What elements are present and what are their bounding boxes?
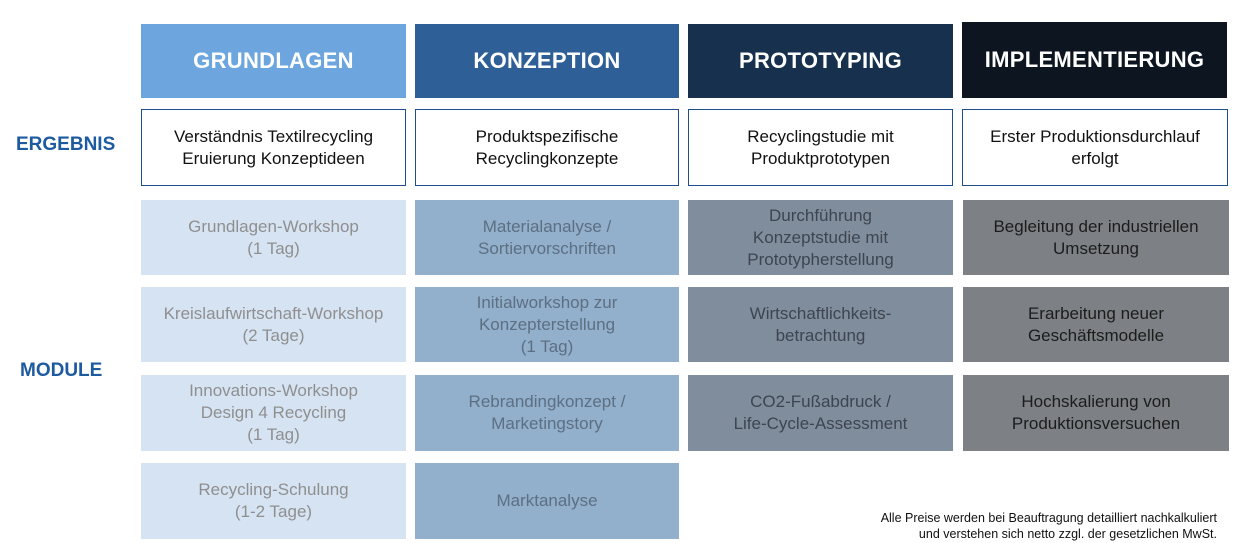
module-kreislaufwirtschaft-workshop: Kreislaufwirtschaft-Workshop (2 Tage): [141, 287, 406, 362]
module-materialanalyse: Materialanalyse / Sortiervorschriften: [415, 200, 679, 275]
phase-title: KONZEPTION: [473, 48, 621, 73]
module-recycling-schulung: Recycling-Schulung (1-2 Tage): [141, 463, 406, 539]
module-co2-fussabdruck: CO2-Fußabdruck / Life-Cycle-Assessment: [688, 375, 953, 451]
price-footnote: Alle Preise werden bei Beauftragung detailliert nachkalkuliert und verstehen sich netto zzgl. der gesetzlichen MwSt.: [880, 511, 1217, 541]
module-geschaeftsmodelle: Erarbeitung neuer Geschäftsmodelle: [963, 287, 1229, 362]
module-marktanalyse: Marktanalyse: [415, 463, 679, 539]
module-grundlagen-workshop: Grundlagen-Workshop (1 Tag): [141, 200, 406, 275]
phase-header-prototyping: [688, 24, 953, 98]
phase-title: GRUNDLAGEN: [193, 48, 354, 73]
phase-header-grundlagen: [141, 24, 406, 98]
phase-header-implementierung: [962, 22, 1227, 98]
phase-header-konzeption: [415, 24, 679, 98]
module-wirtschaftlichkeit: Wirtschaftlichkeits- betrachtung: [688, 287, 953, 362]
module-hochskalierung: Hochskalierung von Produktionsversuchen: [963, 375, 1229, 451]
module-initialworkshop: Initialworkshop zur Konzepterstellung (1 Tag): [415, 287, 679, 362]
module-konzeptstudie: Durchführung Konzeptstudie mit Prototypherstellung: [688, 200, 953, 275]
ergebnis-konzeption: Produktspezifische Recyclingkonzepte: [415, 109, 679, 186]
ergebnis-prototyping: Recyclingstudie mit Produktprototypen: [688, 109, 953, 186]
row-label-ergebnis: ERGEBNIS: [16, 134, 116, 155]
phase-title: PROTOTYPING: [738, 48, 903, 73]
ergebnis-grundlagen: Verständnis Textilrecycling Eruierung Konzeptideen: [141, 109, 406, 186]
module-begleitung-umsetzung: Begleitung der industriellen Umsetzung: [963, 200, 1229, 275]
module-innovations-workshop: Innovations-Workshop Design 4 Recycling (1 Tag): [141, 375, 406, 451]
ergebnis-implementierung: Erster Produktionsdurchlauf erfolgt: [962, 109, 1228, 186]
row-label-module: MODULE: [20, 360, 103, 381]
module-rebrandingkonzept: Rebrandingkonzept / Marketingstory: [415, 375, 679, 451]
phase-title: IMPLEMENTIERUNG: [984, 47, 1205, 72]
